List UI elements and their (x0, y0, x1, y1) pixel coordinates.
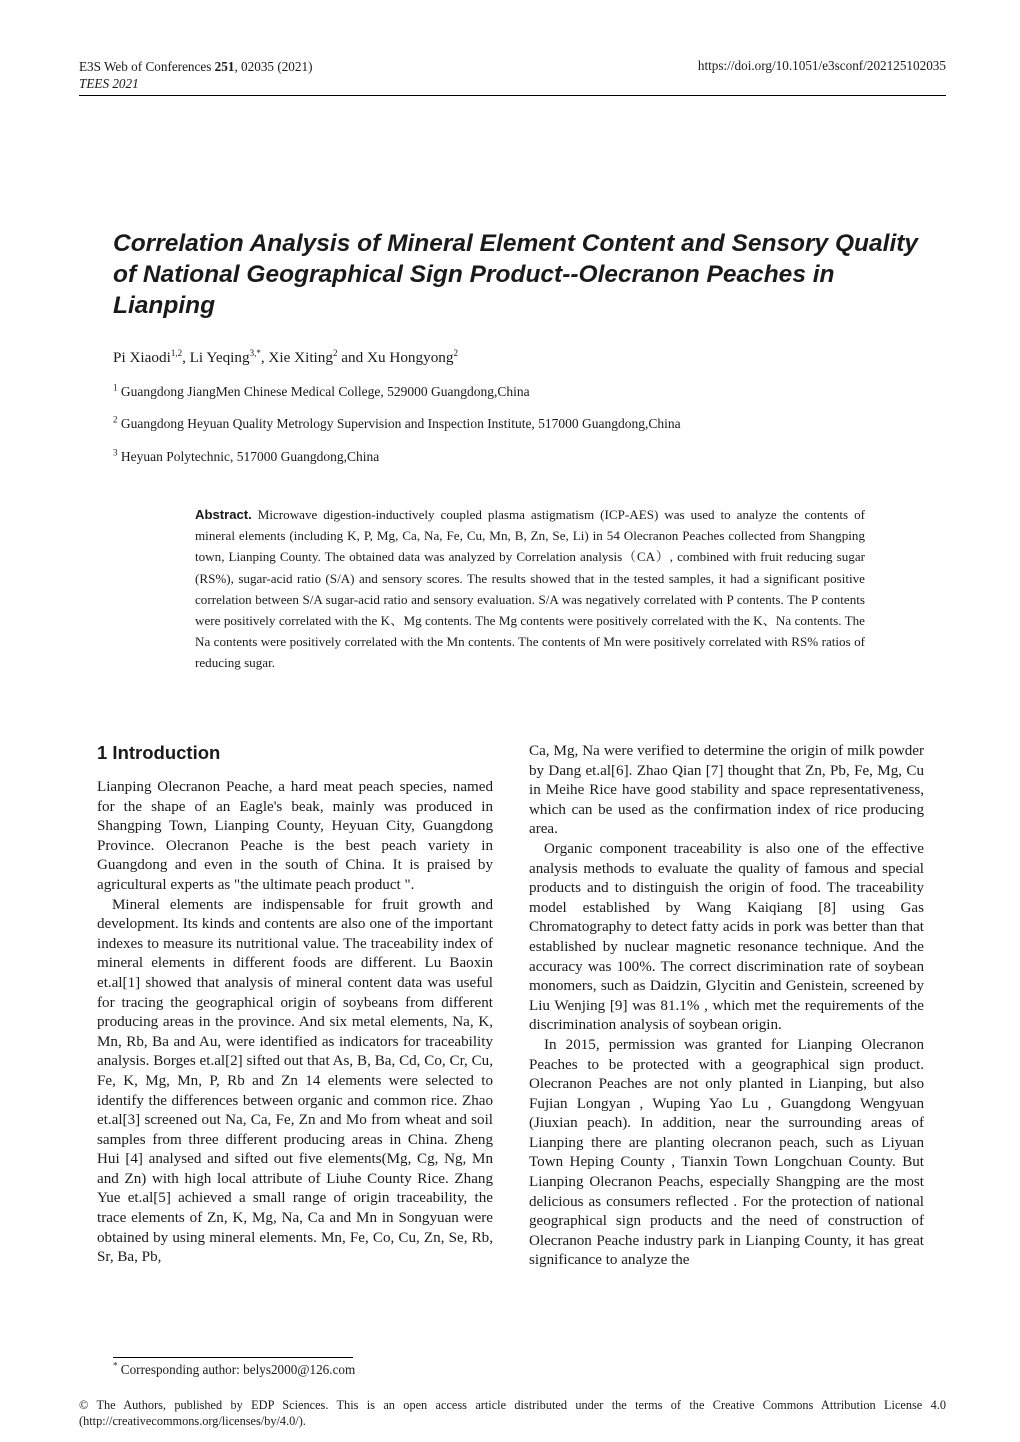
footnote-text: Corresponding author: belys2000@126.com (120, 1362, 356, 1377)
author-name: Xu Hongyong (367, 349, 454, 366)
affiliation (113, 449, 379, 465)
affiliation-number: 2 (113, 414, 118, 425)
author-affiliation-mark: 1,2 (170, 347, 183, 358)
author-separator: and (337, 349, 367, 366)
doi-link[interactable]: https://doi.org/10.1051/e3sconf/202125102035 (697, 58, 946, 73)
journal-name: E3S Web of Conferences (79, 59, 212, 74)
paper-title: Correlation Analysis of Mineral Element Content and Sensory Quality of National Geographical Sign Product--Olecranon Peaches in Lianping (113, 230, 919, 319)
affiliation (113, 416, 681, 432)
header-divider (79, 95, 946, 96)
journal-citation (79, 58, 312, 75)
abstract-label: Abstract. (195, 507, 252, 522)
author-name: Pi Xiaodi (113, 349, 171, 366)
footnote-mark: * (113, 1360, 118, 1371)
body-paragraph: Organic component traceability is also one of the effective analysis methods to evaluate the quality of famous and special products and to distinguish the origin of food. The traceability model established by Wang Kaiqiang [8] using Gas Chromatography to detect fatty acids in pork was better than that established by nuclear magnetic resonance technique. And the accuracy was 100%. The correct discrimination rate of soybean monomers, such as Daidzin, Glycitin and Genistein, screened by Liu Wenjing [9] was 81.1% , which met the requirements of the discrimination analysis of soybean origin. (529, 840, 924, 1034)
right-column (529, 742, 924, 1271)
footnote-divider (113, 1357, 353, 1358)
abstract-text: Microwave digestion-inductively coupled plasma astigmatism (ICP-AES) was used to analyze the contents of mineral elements (including K, P, Mg, Ca, Na, Fe, Cu, Mn, B, Zn, Se, Li) in 54 Olecranon Peaches collected from Shangping town, Lianping County. The obtained data was analyzed by Correlation analysis（CA）, combined with fruit reducing sugar (RS%), sugar-acid ratio (S/A) and sensory scores. The results showed that in the tested samples, it had a significant positive correlation between S/A sugar-acid ratio and sensory evaluation. S/A was negatively correlated with P contents. The P contents were positively correlated with the K、Mg contents. The Mg contents were positively correlated with the K、Na contents. The Na contents were positively correlated with the Mn contents. The contents of Mn were positively correlated with RS% ratios of reducing sugar. (195, 507, 865, 671)
affiliation-text: Guangdong Heyuan Quality Metrology Supervision and Inspection Institute, 517000 Guangdong,China (120, 416, 681, 431)
affiliation-text: Heyuan Polytechnic, 517000 Guangdong,China (120, 449, 380, 464)
affiliation-number: 3 (113, 447, 118, 458)
author-list (113, 349, 458, 367)
author-affiliation-mark: 2 (453, 347, 458, 358)
section-heading: 1 Introduction (97, 742, 221, 763)
body-paragraph: Lianping Olecranon Peache, a hard meat peach species, named for the shape of an Eagle's beak, mainly was produced in Shangping Town, Lianping County, Heyuan City, Guangdong Province. Olecranon Peache is the best peach variety in Guangdong and even in the south of China. It is praised by agricultural experts as "the ultimate peach product ". (97, 779, 493, 893)
license-notice: © The Authors, published by EDP Sciences. This is an open access article distributed under the terms of the Creative Commons Attribution License 4.0 (http://creativecommons.org/licenses/by/4.0/). (79, 1398, 946, 1428)
abstract (195, 504, 865, 674)
body-paragraph: In 2015, permission was granted for Lianping Olecranon Peaches to be protected with a geographical sign product. Olecranon Peaches are not only planted in Lianping, but also Fujian Longyan , Wuping Yao Lu , Guangdong Wengyuan (Jiuxian peach). In addition, near the surrounding areas of Lianping there are planting olecranon peach, such as Liyuan Town Heping County , Tianxin Town Longchuan County. But Lianping Olecranon Peachs, especially Shangping are the most delicious as consumers reflected . For the protection of national geographical sign products and the need of construction of Olecranon Peache industry park in Lianping County, it has great significance to analyze the (529, 1036, 924, 1269)
conference-name: TEES 2021 (79, 76, 139, 91)
author-affiliation-mark: 2 (332, 347, 338, 358)
affiliation-number: 1 (113, 382, 118, 393)
author-name: Li Yeqing (189, 349, 250, 366)
author-separator: , (182, 349, 190, 366)
journal-volume: 251 (214, 59, 235, 74)
author-name: Xie Xiting (268, 349, 333, 366)
running-header (79, 58, 312, 92)
body-paragraph: Mineral elements are indispensable for fruit growth and development. Its kinds and contents are also one of the important indexes to measure its nutritional value. The traceability index of mineral elements in different foods are different. Lu Baoxin et.al[1] showed that analysis of mineral content data was useful for tracing the geographical origin of soybeans from different producing areas in the province. And six metal elements, Na, K, Mn, Rb, Ba and Au, were identified as indicators for traceability analysis. Borges et.al[2] sifted out that As, B, Ba, Cd, Co, Cr, Cu, Fe, K, Mg, Mn, P, Rb and Zn 14 elements were selected to identify the differences between organic and common rice. Zhao et.al[3] screened out Na, Ca, Fe, Zn and Mo from wheat and soil samples from three different producing areas in China. Zheng Hui [4] analysed and sifted out five elements(Mg, Cg, Ng, Mn and Zn) with high local attribute of Liuhe County Rice. Zhang Yue et.al[5] achieved a small range of origin traceability, the trace elements of Zn, K, Mg, Na, Ca and Mn in Songyuan were obtained by using mineral elements. Mn, Fe, Co, Cu, Zn, Se, Rb, Sr, Ba, Pb, (97, 896, 493, 1266)
footnote (113, 1362, 355, 1378)
affiliation (113, 384, 530, 400)
left-column (97, 742, 493, 1268)
affiliation-text: Guangdong JiangMen Chinese Medical College, 529000 Guangdong,China (120, 384, 530, 399)
author-separator: , (260, 349, 269, 366)
author-affiliation-mark: 3,* (249, 347, 261, 358)
article-number: , 02035 (2021) (234, 59, 313, 74)
body-paragraph: Ca, Mg, Na were verified to determine the origin of milk powder by Dang et.al[6]. Zhao Qian [7] thought that Zn, Pb, Fe, Mg, Cu in Meihe Rice have good stability and space representativeness, which can be used as the confirmation index of rice producing area. (529, 743, 924, 838)
